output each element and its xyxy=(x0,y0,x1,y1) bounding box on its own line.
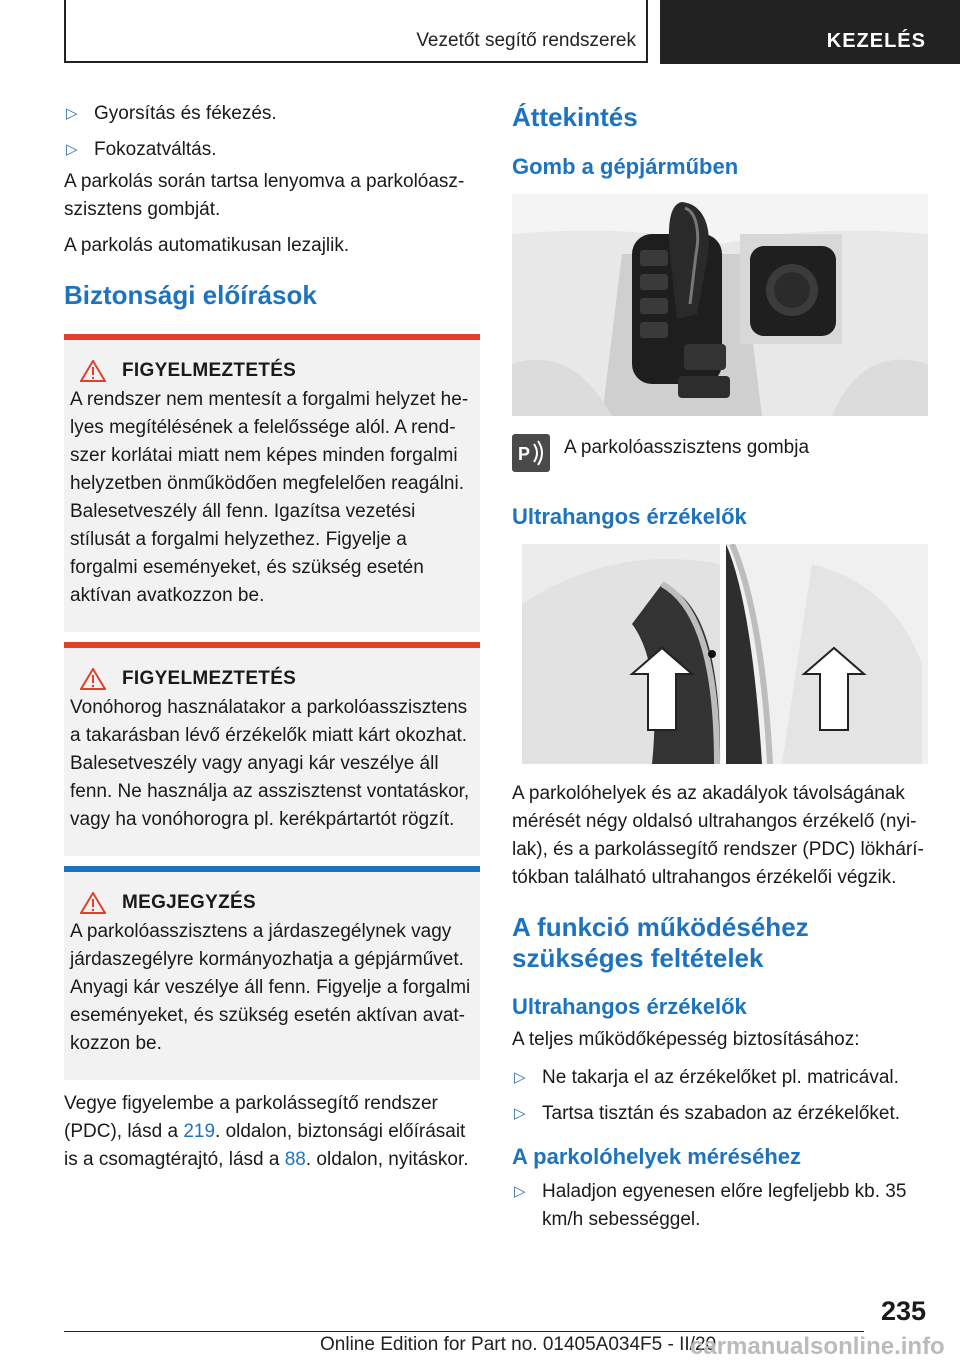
svg-text:P: P xyxy=(518,444,531,464)
list-item: ▷ Haladjon egyenesen előre legfeljebb kb. 35 km/h sebességgel. xyxy=(512,1178,928,1234)
triangle-bullet-icon: ▷ xyxy=(66,141,78,158)
note-text: A parkolóasszisztens a járdaszegélynek vagy járdaszegélyre kormányozhatja a gépjárművet. Anyagi kár veszélye áll fenn. Figyelje a forgalmi eseményeket, és szükség esetén aktívan avatkozzon be. xyxy=(70,921,471,1054)
section-title: A funkció működéséhez szükséges feltételek xyxy=(512,912,809,973)
footer-rule xyxy=(64,1331,864,1332)
subsection-title: Ultrahangos érzékelők xyxy=(512,504,747,529)
figure-caption: P A parkolóasszisztens gombja xyxy=(512,434,928,472)
paragraph: A parkolás automatikusan lezajlik. xyxy=(64,235,350,256)
warning-title: FIGYELMEZTETÉS xyxy=(122,668,297,689)
page-link-219[interactable]: 219 xyxy=(183,1121,216,1142)
warning-box xyxy=(64,642,480,856)
bumper-sensor-illustration xyxy=(512,544,928,764)
subsection-title: Gomb a gépjárműben xyxy=(512,154,739,179)
subsection-title: A parkolóhelyek méréséhez xyxy=(512,1144,801,1169)
sensor-photo xyxy=(512,544,928,764)
subsection-title: Ultrahangos érzékelők xyxy=(512,994,747,1019)
closing-paragraph: Vegye figyelembe a parkolássegítő rendszer (PDC), lásd a 219. oldalon, biztonsági előírásait is a csomagtérajtó, lásd a 88. oldalon, nyitáskor. xyxy=(64,1093,469,1170)
triangle-bullet-icon: ▷ xyxy=(66,105,78,122)
page-link-88[interactable]: 88 xyxy=(284,1149,306,1170)
left-column xyxy=(64,100,480,1180)
header-tab: KEZELÉS xyxy=(660,0,960,64)
paragraph: A parkolóhelyek és az akadályok távolságának mérését négy oldalsó ultrahangos érzékelő (nyilak), és a parkolássegítő rendszer (PDC) lökhárítókban található ultrahangos érzékelői végzik. xyxy=(512,783,924,888)
note-title: MEGJEGYZÉS xyxy=(122,892,256,913)
section-title: Áttekintés xyxy=(512,102,638,132)
list-item: ▷ Tartsa tisztán és szabadon az érzékelőket. xyxy=(512,1100,928,1128)
warning-title: FIGYELMEZTETÉS xyxy=(122,360,297,381)
warning-text: A rendszer nem mentesít a forgalmi helyzet helyes megítélésének a felelőssége alól. A rendszer korlátai miatt nem képes minden forgalmi helyzetben önműködően megfelelően reagálni. Balesetveszély áll fenn. Igazítsa vezetési stílusát a forgalmi helyzethez. Figyelje a forgalmi eseményeket, és szükség esetén aktívan avatkozzon be. xyxy=(70,389,469,606)
page-number: 235 xyxy=(880,1296,926,1326)
right-column xyxy=(512,100,928,1242)
header-title: Vezetőt segítő rendszerek xyxy=(416,30,636,51)
note-triangle-icon xyxy=(80,892,106,914)
warning-triangle-icon xyxy=(80,668,106,690)
warning-text: Vonóhorog használatakor a parkolóasszisztens a takarásban lévő érzékelők miatt kárt okozhat. Balesetveszély vagy anyagi kár veszélye áll fenn. Ne használja az asszisztenst vontatáskor, vagy ha vonóhorogra pl. kerékpártartót rögzít. xyxy=(70,697,470,830)
note-box xyxy=(64,866,480,1080)
gear-console-illustration xyxy=(512,194,928,416)
list-item: ▷ Gyorsítás és fékezés. xyxy=(64,100,480,128)
watermark: carmanualsonline.info xyxy=(690,1333,945,1360)
triangle-bullet-icon: ▷ xyxy=(514,1183,526,1200)
console-photo xyxy=(512,194,928,416)
warning-box xyxy=(64,334,480,632)
list-item: ▷ Fokozatváltás. xyxy=(64,136,480,164)
edition-text: Online Edition for Part no. 01405A034F5 - II/20 xyxy=(320,1334,717,1355)
triangle-bullet-icon: ▷ xyxy=(514,1069,526,1086)
list-item: ▷ Ne takarja el az érzékelőket pl. matricával. xyxy=(512,1064,928,1092)
paragraph: A parkolás során tartsa lenyomva a parkolóaszszisztens gombját. xyxy=(64,171,465,220)
triangle-bullet-icon: ▷ xyxy=(514,1105,526,1122)
section-title: Biztonsági előírások xyxy=(64,280,317,310)
warning-triangle-icon xyxy=(80,360,106,382)
paragraph: A teljes működőképesség biztosításához: xyxy=(512,1029,860,1050)
park-assist-button-icon xyxy=(512,434,550,472)
